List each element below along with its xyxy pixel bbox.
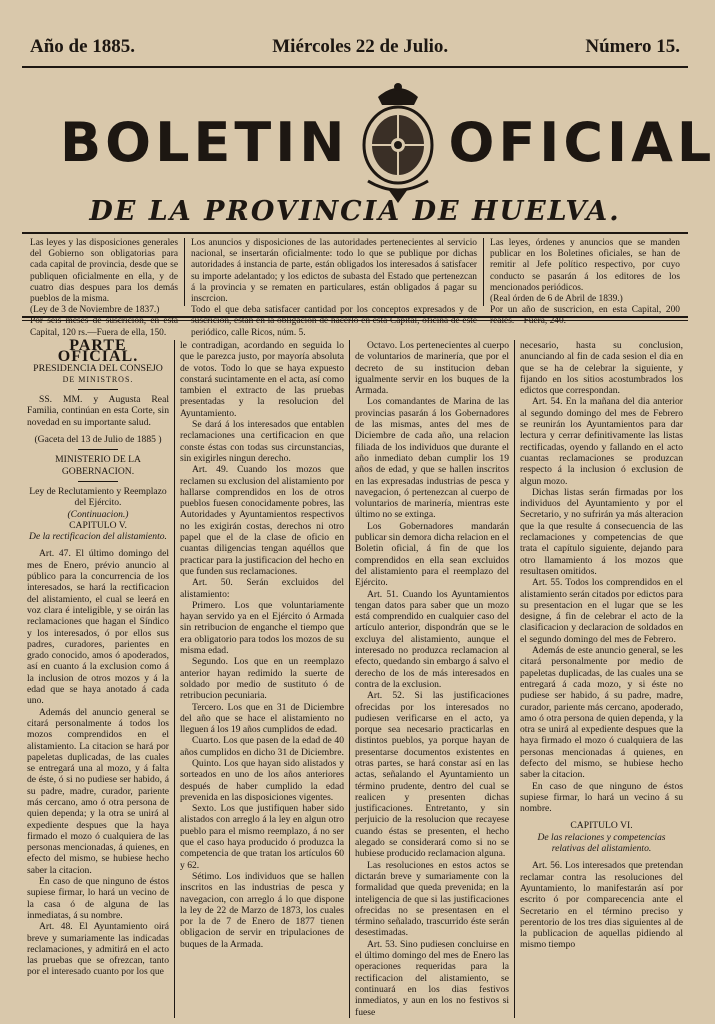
- article-50: Art. 50. Serán excluidos del alistamiento:: [180, 577, 344, 600]
- masthead-subtitle: DE LA PROVINCIA DE HUELVA.: [89, 196, 621, 227]
- notice-middle-text-2: Todo el que deba satisfacer cantidad por los conceptos expresados y de suscricion, están en la obligacion de hacerlo en esta Capital, oficina de este periódico, calle Ricos, núm. 5.: [191, 305, 477, 338]
- paragraph: Dichas listas serán firmadas por los individuos del Ayuntamiento y por el Secretario, y no sufrirán ya más alteracion que la que resulte á consecuencia de las reclamaciones y competencias de que trata el capítulo siguiente, dejando para otro llamamiento á los mozos que resultasen omitidos.: [520, 486, 683, 577]
- separator: [78, 481, 118, 482]
- notice-middle-text: Los anuncios y disposiciones de las autoridades pertenecientes al servicio nacional, se insertarán oficialmente: todo lo que se publique por dichas autoridades á instancia de parte, están obligados los interesados á satisfacer su importe adelantado; y los edictos de subasta del Estado que pertenezcan á la provincia y se rematen en particulares, están obligados á pagar su inscrcion.: [191, 238, 477, 305]
- item-tercero: Tercero. Los que en 31 de Diciembre del año que se hace el alistamiento no lleguen á los 19 años cumplidos de edad.: [180, 701, 344, 736]
- notices-box: [24, 238, 686, 338]
- issue-header: [30, 32, 680, 62]
- ministry-subheading: DE MINISTROS.: [62, 374, 134, 384]
- notice-middle: [184, 238, 484, 338]
- paragraph: Además de este anuncio general, se les citará personalmente por medio de papeletas duplicadas, de las cuales una se entregará á cada mozo, y si éste no pudiese ser habido, á su padre, madre, curador, pariente más cercano, apoderado, amo ó otra persona de quien dependa, y la otra se unirá al expediente despues que la haya firmado el mozo ó cualquiera de las personas mencionadas á quienes, en defecto del mismo, se hubiese hecho saber la citacion.: [520, 645, 683, 781]
- continuation-note: (Continuacion.): [67, 508, 129, 520]
- notice-right-ref: (Real órden de 6 de Abril de 1839.): [490, 294, 623, 305]
- issue-number: Número 15.: [585, 36, 680, 57]
- notice-right-text: Las leyes, órdenes y anuncios que se manden publicar en los Boletines oficiales, se han de remitir al Jefe político respectivo, por cuyo conducto se pasarán á los editores de los mencionados periódicos.: [490, 238, 680, 293]
- ministry-heading: PRESIDENCIA DEL CONSEJO: [33, 362, 163, 374]
- item-septimo: Sétimo. Los individuos que se hallen inscritos en las industrias de pesca y navegacion, con arreglo á lo que dispone la ley de 22 de Marzo de 1873, los cuales por la de 7 de Enero de 1877 tienen obligacion de servir en tripulaciones de buques de la Armada.: [180, 870, 344, 950]
- chapter-heading: CAPITULO VI.: [570, 820, 633, 832]
- issue-year: Año de 1885.: [30, 36, 136, 57]
- separator: [78, 389, 118, 390]
- paragraph: Los comandantes de Marina de las provincias pasarán á los Gobernadores de las mismas, antes del mes de Diciembre de cada año, una relacion filiada de los individuos que durante el año inmediato deban cumplir los 19 años de edad, y que se hallen inscritos en las expresadas industrias de pesca y navegacion, ó pertenezcan al cuerpo de voluntarios de marinería, mientras este último no se extinga.: [355, 396, 509, 521]
- paragraph: Los Gobernadores mandarán publicar sin demora dicha relacion en el Boletin oficial, á fin de que los comprendidos en ella sean excluidos del alistamiento para el reemplazo del Ejército.: [355, 520, 509, 589]
- column-2: [174, 340, 349, 1018]
- notice-left: [24, 238, 184, 338]
- article-52: Art. 52. Si las justificaciones ofrecidas por los interesados no pudiesen verificarse en el acto, ya porque sea necesario practicarlas en distintos pueblos, ya porque hayan de presentarse documentos existentes en otras partes, se hará constar así en las actas, señalando el Ayuntamiento un término prudente, dentro del cual se realicen y presenten dichas justificaciones. Entretanto, y sin perjuicio de la resolucion que recayese cuando éstas se presenten, el hecho alegado se considerará como si no se hubiese producido reclamacion alguna.: [355, 690, 509, 860]
- article-54: Art. 54. En la mañana del dia anterior al segundo domingo del mes de Febrero se reunirán los Ayuntamientos para dar lectura y cerrar definitivamente las listas rectificadas, oyendo y fallando en el acto cuantas reclamaciones se produzcan respecto á la inclusion ó exclusion de algun mozo.: [520, 396, 683, 487]
- item-primero: Primero. Los que voluntariamente hayan servido ya en el Ejército ó Armada sin retribucion de enganche el tiempo que era obligatorio para todos los mozos de su misma edad.: [180, 599, 344, 657]
- masthead: [60, 72, 715, 212]
- article-47: Art. 47. El último domingo del mes de Enero, prévio anuncio al público para la concurrencia de los interesados, se hará la rectificacion del alistamiento, el cual se leerá en voz clara é inteligible, y se oirán las reclamaciones que hagan el Síndico y los interesados, ó por ellos sus padres, curadores, parientes en grado conocido, amos ó apoderados, así en cuanto á la exclusion como á la inclusion de otros mozos y á la edad que se haya anotado á cada uno.: [27, 548, 169, 707]
- article-51: Art. 51. Cuando los Ayuntamientos tengan datos para saber que un mozo está comprendido en cualquier caso del artículo anterior, dispondrán que se le excluya del alistamiento, aunque el interesado no produzca reclamacion al efecto, quedando sin embargo á salvo el derecho de los de más interesados en contra de la exclusion.: [355, 588, 509, 690]
- item-octavo: Octavo. Los pertenecientes al cuerpo de voluntarios de marinería, que por el decreto de su institucion deban igualmente servir en los buques de la Armada.: [355, 340, 509, 397]
- paragraph: necesario, hasta su conclusion, anunciando al fin de cada sesion el dia en que se ha de celebrar la siguiente, y fijando en los sitios acostumbrados los edictos que correspondan.: [520, 340, 683, 397]
- header-rule: [22, 66, 688, 68]
- notices-top-rule: [22, 232, 688, 234]
- masthead-title-right: OFICIAL: [448, 110, 715, 174]
- law-title: Ley de Reclutamiento y Reemplazo del Ejército.: [29, 485, 167, 509]
- column-4: [514, 340, 688, 1018]
- coat-of-arms-icon: [348, 77, 448, 207]
- paragraph: SS. MM. y Augusta Real Familia, continúan en esta Corte, sin novedad en su importante salud.: [27, 394, 169, 428]
- paragraph: Se dará á los interesados que entablen reclamaciones una certificacion en que conste éstas con todas sus circunstancias, sin exigirles ningun derecho.: [180, 419, 344, 464]
- chapter-subtitle: De la rectificacion del alistamiento.: [29, 531, 167, 543]
- paragraph: Además del anuncio general se citará personalmente á todos los mozos comprendidos en el alistamiento. La citacion se hará por papeletas duplicadas, de las cuales se entregará una al mozo, y á falta de éste, ó si no pudiese ser habido, á su padre, madre, curador, pariente más cercano, amo ó otra persona de quien dependa; y la otra se unirá al expediente despues que la haya firmado el mozo ó cualquiera de las personas mencionadas, á quienes, en efecto del mismo, se hubiese hecho saber la citacion.: [27, 706, 169, 876]
- issue-date: Miércoles 22 de Julio.: [272, 36, 449, 57]
- article-56: Art. 56. Los interesados que pretendan reclamar contra las resoluciones del Ayuntamiento, lo manifestarán así por escrito ó por comparecencia ante el Secretario en el término preciso y perentorio de los tres dias siguientes al de la publicacion de aquellas pidiendo al mismo tiempo: [520, 860, 683, 951]
- item-cuarto: Cuarto. Los que pasen de la edad de 40 años cumplidos en dicho 31 de Diciembre.: [180, 735, 344, 758]
- section-heading: PARTE OFICIAL.: [57, 337, 139, 366]
- notice-left-ref: (Ley de 3 de Noviembre de 1837.): [30, 305, 160, 316]
- chapter-heading: CAPITULO V.: [69, 519, 127, 531]
- article-55: Art. 55. Todos los comprendidos en el alistamiento serán citados por edictos para su presentacion en el lugar que se les designe, á fin de celebrar el acto de la clasificacion y declaracion de soldados en el segundo domingo del mes de Febrero.: [520, 577, 683, 645]
- column-1: [22, 337, 174, 1018]
- chapter-subtitle: De las relaciones y competencias relativas del alistamiento.: [537, 831, 666, 855]
- paragraph: En caso de que ninguno de éstos supiese firmar, lo hará un vecino á su nombre.: [520, 780, 683, 815]
- paragraph: Las resoluciones en estos actos se dictarán breve y sumariamente con la formalidad que queda prevenida; en la inteligencia de que si las justificaciones ofrecidas no se presentasen en el término señalado, trascurrido éste serán desestimadas.: [355, 859, 509, 939]
- paragraph: le contradigan, acordando en seguida lo que le parezca justo, por mayoría absoluta de votos. Todo lo que se haya expuesto constará sucintamente en el acta, así como tambien el extracto de las pruebas presentadas y la resolucion del Ayuntamiento.: [180, 340, 344, 419]
- paragraph: En caso de que ninguno de éstos supiese firmar, lo hará un vecino de la casa ó de alguna de las inmediatas, á su nombre.: [27, 876, 169, 921]
- ministry-name: MINISTERIO DE LA GOBERNACION.: [55, 454, 141, 477]
- article-49: Art. 49. Cuando los mozos que reclamen su exclusion del alistamiento por hallarse comprendidos en los de otros pueblos fuesen conocidamente pobres, las Autoridades y Ayuntamientos respectivos no les exigirán costas, derechos ni otro papel que el de la clase de oficio en cuantas diligencias tengan aquéllos que practicar para la justificacion del hecho en que funden sus reclamaciones.: [180, 464, 344, 577]
- notices-bottom-rule-2: [22, 320, 688, 321]
- item-quinto: Quinto. Los que hayan sido alistados y sorteados en uno de los años anteriores después de haber cumplido la edad prevenida en las disposiciones vigentes.: [180, 757, 344, 803]
- item-sexto: Sexto. Los que justifiquen haber sido alistados con arreglo á la ley en algun otro pueblo para el mismo reemplazo, á no ser que el caso haya producido ó produzca la competencia de que tratan los artículos 60 y 62.: [180, 803, 344, 871]
- column-3: [349, 340, 514, 1018]
- gazette-ref: (Gaceta del 13 de Julio de 1885 ): [34, 434, 162, 446]
- separator: [78, 449, 118, 450]
- article-53: Art. 53. Sino pudiesen concluirse en el último domingo del mes de Enero las operaciones requeridas para la rectificacion del alistamiento, se continuará en los dias festivos inmediatos, y aun en los no festivos si fuese: [355, 938, 509, 1018]
- masthead-title-left: BOLETIN: [60, 110, 349, 174]
- item-segundo: Segundo. Los que en un reemplazo anterior hayan redimido la suerte de soldado por medio de sustituto ó de retribucion pecuniaria.: [180, 656, 344, 702]
- notice-right: [484, 238, 686, 327]
- notice-right-price: Por un año de suscricion, en esta Capital, 200 reales.—Fuera, 240.: [490, 305, 680, 327]
- notice-left-text: Las leyes y las disposiciones generales del Gobierno son obligatorias para cada capital de provincia, desde que se publiquen oficialmente en ella, y de cuatro dias despues para los demás pueblos de la misma.: [30, 238, 178, 305]
- notices-bottom-rule: [22, 316, 688, 318]
- article-columns: [22, 337, 688, 1018]
- notice-left-price: Por seis meses de suscricion, en esta Capital, 120 rs.—Fuera de ella, 150.: [30, 316, 178, 338]
- article-48: Art. 48. El Ayuntamiento oirá breve y sumariamente las indicadas reclamaciones, y admitirá en el acto las pruebas que se ofrezcan, tanto por el interesado cuanto por los que: [27, 921, 169, 978]
